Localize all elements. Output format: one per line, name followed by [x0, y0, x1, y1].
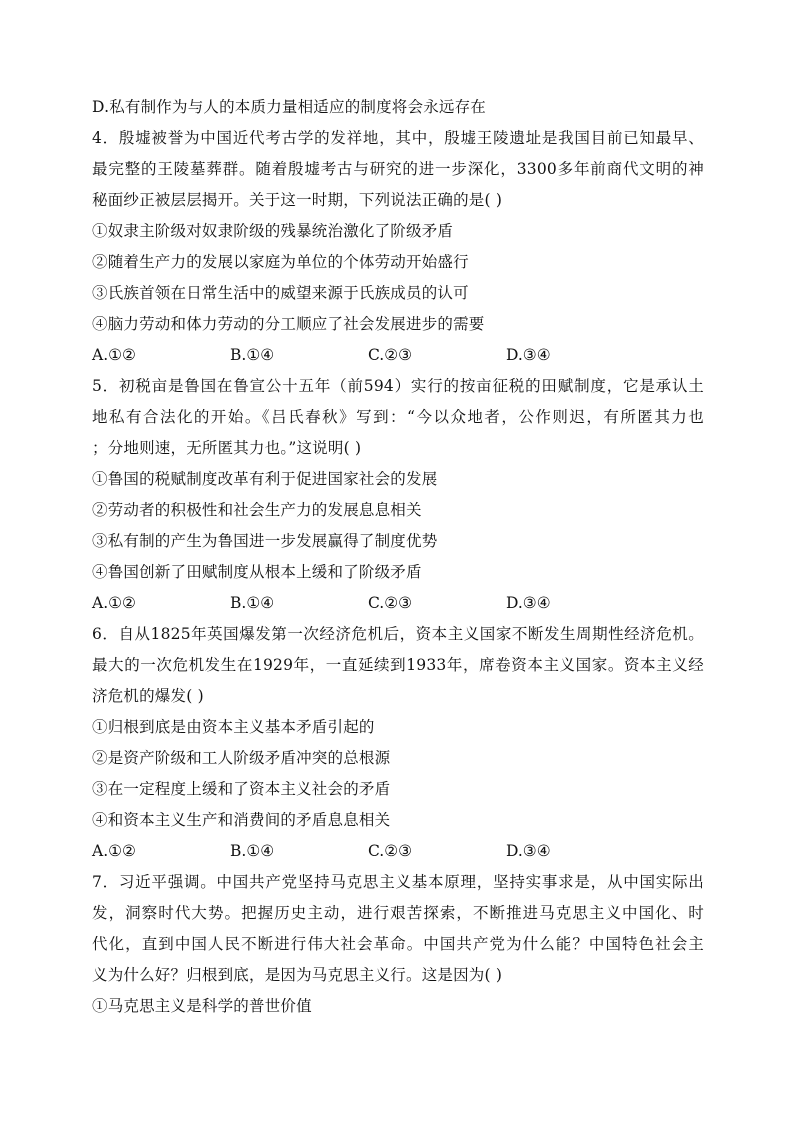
- statement-4: ④和资本主义生产和消费间的矛盾息息相关: [92, 811, 391, 829]
- question-5: [92, 371, 704, 619]
- statement-1: ①马克思主义是科学的普世价值: [92, 997, 312, 1015]
- question-stem-line: ；分地则速，无所匿其力也。”这说明( ): [92, 439, 362, 457]
- question-stem-line: 最大的一次危机发生在1929年，一直延续到1933年，席卷资本主义国家。资本主义经: [92, 656, 704, 674]
- question-stem-line: 济危机的爆发( ): [92, 687, 204, 705]
- question-stem-line: 代化，直到中国人民不断进行伟大社会革命。中国共产党为什么能？中国特色社会主: [92, 935, 704, 953]
- statement-1: ①奴隶主阶级对奴隶阶级的残暴统治激化了阶级矛盾: [92, 222, 454, 240]
- question-stem-line: 发，洞察时代大势。把握历史主动，进行艰苦探索，不断推进马克思主义中国化、时: [92, 904, 704, 922]
- question-6: [92, 619, 704, 867]
- option-a[interactable]: A.①②: [92, 346, 136, 364]
- page-content: [92, 92, 704, 1022]
- option-d[interactable]: D.③④: [506, 346, 551, 364]
- answer-options: [92, 340, 704, 371]
- statement-4: ④鲁国创新了田赋制度从根本上缓和了阶级矛盾: [92, 563, 422, 581]
- statement-3: ③在一定程度上缓和了资本主义社会的矛盾: [92, 780, 391, 798]
- question-4: [92, 123, 704, 371]
- option-d[interactable]: D.③④: [506, 594, 551, 612]
- statement-3: ③氏族首领在日常生活中的威望来源于氏族成员的认可: [92, 284, 469, 302]
- option-c[interactable]: C.②③: [368, 842, 413, 860]
- question-stem-line: 6．自从1825年英国爆发第一次经济危机后，资本主义国家不断发生周期性经济危机。: [92, 625, 704, 643]
- question-stem-line: 4．殷墟被誉为中国近代考古学的发祥地，其中，殷墟王陵遗址是我国目前已知最早、: [92, 129, 704, 147]
- option-a[interactable]: A.①②: [92, 842, 136, 860]
- option-b[interactable]: B.①④: [230, 594, 275, 612]
- question-stem-line: 地私有合法化的开始。《吕氏春秋》写到：“今以众地者，公作则迟，有所匿其力也: [92, 408, 704, 426]
- answer-options: [92, 836, 704, 867]
- option-b[interactable]: B.①④: [230, 346, 275, 364]
- question-7: [92, 867, 704, 1022]
- statement-1: ①鲁国的税赋制度改革有利于促进国家社会的发展: [92, 470, 438, 488]
- statement-1: ①归根到底是由资本主义基本矛盾引起的: [92, 718, 375, 736]
- statement-2: ②随着生产力的发展以家庭为单位的个体劳动开始盛行: [92, 253, 469, 271]
- option-d-previous-question: D.私有制作为与人的本质力量相适应的制度将会永远存在: [92, 98, 487, 116]
- statement-3: ③私有制的产生为鲁国进一步发展赢得了制度优势: [92, 532, 438, 550]
- option-c[interactable]: C.②③: [368, 594, 413, 612]
- question-stem-line: 最完整的王陵墓葬群。随着殷墟考古与研究的进一步深化，3300多年前商代文明的神: [92, 160, 704, 178]
- statement-2: ②劳动者的积极性和社会生产力的发展息息相关: [92, 501, 422, 519]
- option-a[interactable]: A.①②: [92, 594, 136, 612]
- option-b[interactable]: B.①④: [230, 842, 275, 860]
- question-stem-line: 义为什么好？归根到底，是因为马克思主义行。这是因为( ): [92, 966, 503, 984]
- statement-2: ②是资产阶级和工人阶级矛盾冲突的总根源: [92, 749, 391, 767]
- option-d[interactable]: D.③④: [506, 842, 551, 860]
- question-stem-line: 5．初税亩是鲁国在鲁宣公十五年（前594）实行的按亩征税的田赋制度，它是承认土: [92, 377, 704, 395]
- answer-options: [92, 588, 704, 619]
- option-c[interactable]: C.②③: [368, 346, 413, 364]
- statement-4: ④脑力劳动和体力劳动的分工顺应了社会发展进步的需要: [92, 315, 485, 333]
- question-stem-line: 7．习近平强调。中国共产党坚持马克思主义基本原理，坚持实事求是，从中国实际出: [92, 873, 704, 891]
- question-stem-line: 秘面纱正被层层揭开。关于这一时期，下列说法正确的是( ): [92, 191, 503, 209]
